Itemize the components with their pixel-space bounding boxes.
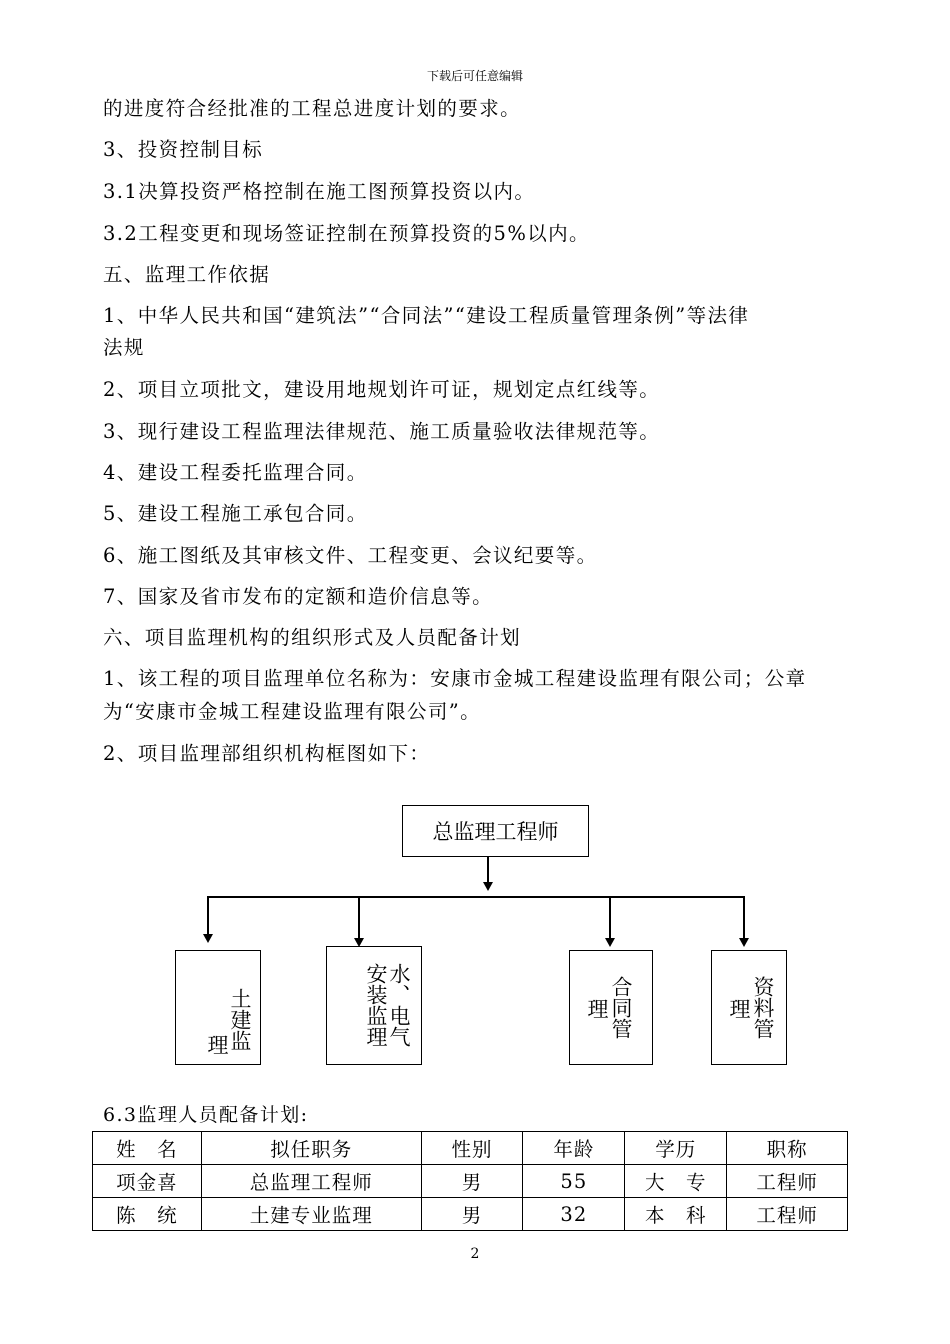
org-box-mep: [326, 946, 422, 1065]
table-cell: 土建专业监理: [201, 1198, 421, 1231]
table-cell: 本 科: [625, 1198, 727, 1231]
table-cell: 总监理工程师: [201, 1165, 421, 1198]
org-box-contract-col1: 理: [585, 998, 609, 1019]
table-cell: 男: [421, 1198, 523, 1231]
table-header-row: [93, 1132, 848, 1165]
org-box-civil: [175, 950, 261, 1065]
table-cell: 陈 统: [93, 1198, 202, 1231]
paragraph: 1、中华人民共和国“建筑法”“合同法”“建设工程质量管理条例”等法律: [103, 304, 750, 327]
staff-plan-title: 6.3监理人员配备计划:: [103, 1104, 309, 1126]
arrow-head: [605, 938, 615, 947]
column-header: 拟任职务: [201, 1132, 421, 1165]
paragraph: 1、该工程的项目监理单位名称为：安康市金城工程建设监理有限公司；公章: [103, 667, 807, 690]
column-header: 职称: [727, 1132, 848, 1165]
table-cell: 55: [523, 1165, 625, 1198]
table-row: [93, 1198, 848, 1231]
section-heading: 3、投资控制目标: [103, 138, 264, 161]
arrow-head: [483, 882, 493, 891]
org-box-mep-col1: 安装监理: [364, 963, 388, 1047]
connector: [609, 896, 611, 938]
section-heading: 六、项目监理机构的组织形式及人员配备计划: [103, 626, 522, 649]
column-header: 性别: [421, 1132, 523, 1165]
org-box-contract: [569, 950, 653, 1065]
connector: [358, 896, 360, 938]
arrow-head: [739, 938, 749, 947]
org-box-chief-label: 总监理工程师: [432, 820, 559, 844]
table-cell: 大 专: [625, 1165, 727, 1198]
paragraph: 的进度符合经批准的工程总进度计划的要求。: [103, 97, 522, 120]
arrow-head: [203, 934, 213, 943]
org-box-civil-col2: 土建监: [228, 988, 252, 1051]
paragraph: 2、项目监理部组织机构框图如下：: [103, 742, 431, 765]
table-cell: 工程师: [727, 1198, 848, 1231]
paragraph: 4、建设工程委托监理合同。: [103, 461, 368, 484]
org-box-document: [711, 950, 787, 1065]
staff-table: [92, 1131, 848, 1231]
section-heading: 五、监理工作依据: [103, 263, 271, 286]
paragraph: 为“安康市金城工程建设监理有限公司”。: [103, 700, 482, 723]
connector: [487, 856, 489, 884]
org-box-document-col1: 理: [727, 998, 751, 1019]
paragraph: 5、建设工程施工承包合同。: [103, 502, 368, 525]
paragraph: 6、施工图纸及其审核文件、工程变更、会议纪要等。: [103, 544, 598, 567]
column-header: 年龄: [523, 1132, 625, 1165]
paragraph: 法规: [103, 336, 145, 359]
paragraph: 2、项目立项批文，建设用地规划许可证，规划定点红线等。: [103, 378, 661, 401]
page-number: 2: [470, 1246, 480, 1262]
table-cell: 男: [421, 1165, 523, 1198]
column-header: 姓 名: [93, 1132, 202, 1165]
paragraph: 3.1决算投资严格控制在施工图预算投资以内。: [103, 180, 536, 203]
column-header: 学历: [625, 1132, 727, 1165]
connector: [743, 896, 745, 938]
table-cell: 项金喜: [93, 1165, 202, 1198]
table-cell: 工程师: [727, 1165, 848, 1198]
org-box-mep-col2: 水、电气: [387, 963, 411, 1047]
connector: [207, 896, 209, 934]
org-box-document-col2: 资料管: [751, 976, 775, 1039]
connector: [207, 896, 745, 898]
org-box-civil-col1: 理: [205, 1034, 229, 1055]
header-note: 下载后可任意编辑: [426, 69, 523, 83]
table-row: [93, 1165, 848, 1198]
paragraph: 7、国家及省市发布的定额和造价信息等。: [103, 585, 494, 608]
paragraph: 3、现行建设工程监理法律规范、施工质量验收法律规范等。: [103, 420, 661, 443]
table-cell: 32: [523, 1198, 625, 1231]
org-box-chief: [402, 805, 589, 857]
paragraph: 3.2工程变更和现场签证控制在预算投资的5%以内。: [103, 222, 590, 245]
org-box-contract-col2: 合同管: [609, 976, 633, 1039]
